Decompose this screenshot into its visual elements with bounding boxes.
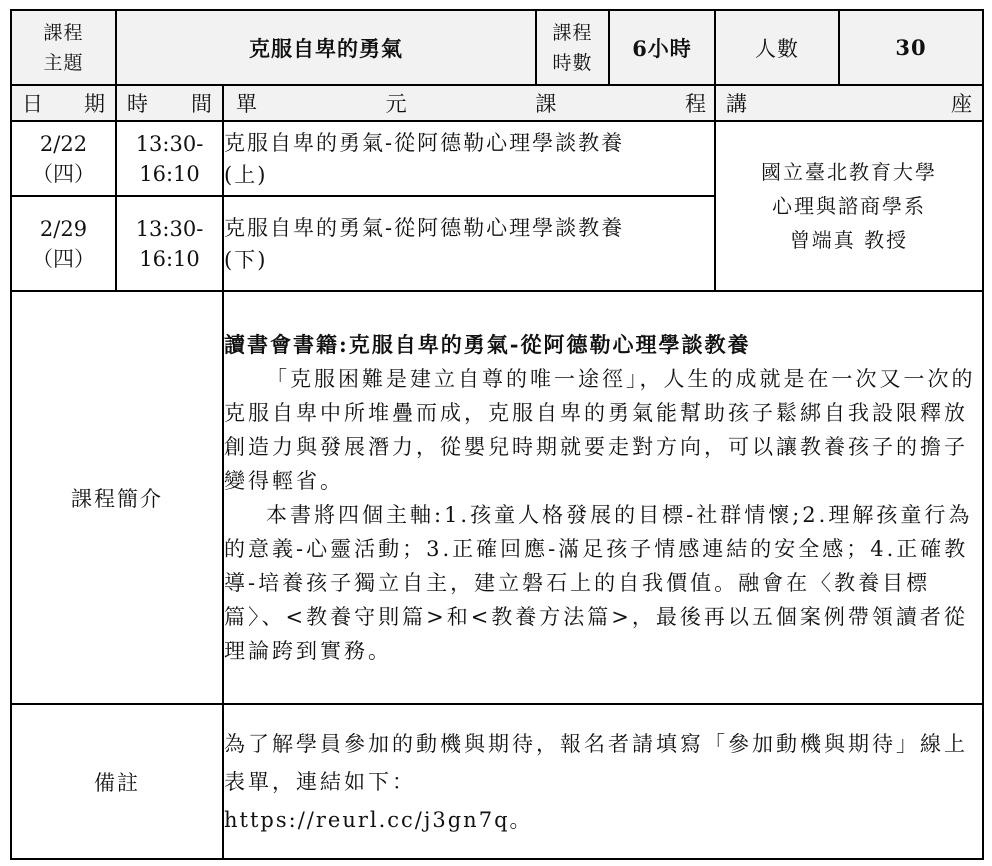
- lecturer-cell: [715, 121, 983, 291]
- lecturer-department: 心理與諮商學系: [772, 194, 926, 218]
- col-header-unit-char: 程: [684, 92, 706, 116]
- session-unit-title: 克服自卑的勇氣-從阿德勒心理學談教養: [224, 130, 625, 155]
- session-unit-cell: [223, 196, 715, 291]
- session-row: [11, 121, 983, 196]
- session-date: 2/29: [39, 216, 88, 241]
- col-header-unit-char: 單: [236, 92, 257, 116]
- col-header-time-char: 間: [191, 92, 212, 116]
- column-header-row: [11, 85, 983, 121]
- col-header-date: [11, 85, 116, 121]
- session-time-cell: [116, 121, 223, 196]
- session-date-cell: [11, 121, 116, 196]
- intro-paragraph: 「克服困難是建立自尊的唯一途徑」，人生的成就是在一次又一次的克服自卑中所堆疊而成，克服自卑的勇氣能幫助孩子鬆綁自我設限釋放創造力與發展潛力，從嬰兒時期就要走對方向，可以讓教養孩子的擔子變得輕省。: [224, 366, 976, 493]
- col-header-date-char: 日: [22, 92, 43, 116]
- notes-row: [11, 704, 983, 859]
- col-header-time-char: 時: [127, 92, 148, 116]
- col-header-time: [116, 85, 223, 121]
- notes-text: 為了解學員參加的動機與期待，報名者請填寫「參加動機與期待」線上表單，連結如下：: [224, 731, 968, 794]
- col-header-unit: [223, 85, 715, 121]
- hours-label-line-2: 時數: [552, 51, 593, 74]
- col-header-lecturer-char: 講: [726, 92, 747, 116]
- col-header-lecturer-char: 座: [951, 92, 972, 116]
- topic-value: 克服自卑的勇氣: [116, 10, 536, 85]
- hours-label-cell: [536, 10, 609, 85]
- intro-book-title: 讀書會書籍:克服自卑的勇氣-從阿德勒心理學談教養: [224, 331, 751, 357]
- session-time-start: 13:30-: [135, 216, 204, 241]
- course-sheet: [10, 9, 982, 858]
- people-value: 30: [839, 10, 983, 85]
- notes-label: 備註: [11, 704, 223, 859]
- header-row: [11, 10, 983, 85]
- session-unit-part: (上): [224, 162, 268, 187]
- topic-label-cell: [11, 10, 116, 85]
- session-unit-title: 克服自卑的勇氣-從阿德勒心理學談教養: [224, 215, 625, 240]
- topic-label-line-1: 課程: [43, 21, 84, 44]
- session-time-start: 13:30-: [135, 131, 204, 156]
- intro-row: [11, 291, 983, 704]
- lecturer-university: 國立臺北教育大學: [761, 160, 937, 184]
- intro-paragraph: 本書將四個主軸:1.孩童人格發展的目標-社群情懷;2.理解孩童行為的意義-心靈活動；3.正確回應-滿足孩子情感連結的安全感；4.正確教導-培養孩子獨立自主，建立磐石上的自我價值。融會在〈教養目標篇〉、<教養守則篇>和<教養方法篇>，最後再以五個案例帶領讀者從理論跨到實務。: [224, 502, 973, 663]
- intro-label: 課程簡介: [11, 291, 223, 704]
- people-label: 人數: [715, 10, 839, 85]
- hours-label-line-1: 課程: [552, 21, 593, 44]
- notes-content: [223, 704, 983, 859]
- session-date-cell: [11, 196, 116, 291]
- session-date: 2/22: [39, 131, 88, 156]
- session-time-end: 16:10: [139, 161, 200, 186]
- session-unit-cell: [223, 121, 715, 196]
- session-weekday: （四）: [32, 161, 95, 186]
- topic-label-line-2: 主題: [43, 51, 84, 74]
- intro-content: [223, 291, 983, 704]
- session-weekday: （四）: [32, 246, 95, 271]
- col-header-unit-char: 元: [385, 92, 407, 116]
- signup-form-link[interactable]: https://reurl.cc/j3gn7q。: [224, 807, 533, 832]
- col-header-unit-char: 課: [535, 92, 557, 116]
- session-unit-part: (下): [224, 247, 268, 272]
- lecturer-name: 曾端真 教授: [789, 228, 909, 252]
- col-header-lecturer: [715, 85, 983, 121]
- hours-value: 6小時: [609, 10, 715, 85]
- session-time-end: 16:10: [139, 246, 200, 271]
- col-header-date-char: 期: [84, 92, 105, 116]
- session-time-cell: [116, 196, 223, 291]
- course-table: [10, 9, 984, 860]
